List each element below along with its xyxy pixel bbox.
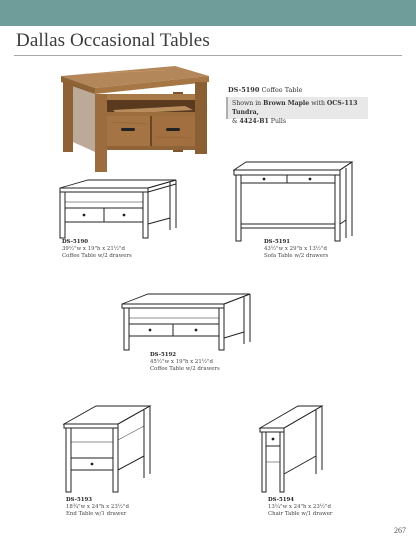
product-model: DS-5191 (264, 239, 291, 245)
page-number: 267 (394, 526, 406, 535)
ds-5192-caption (150, 352, 220, 373)
ds-5191-drawing (232, 160, 354, 244)
ds-5191-caption (264, 239, 328, 260)
product-dimensions: 43½"w x 29"h x 13½"d (264, 246, 327, 252)
and-prefix: & (232, 118, 238, 125)
product-dimensions: 39½"w x 19"h x 21½"d (62, 246, 125, 252)
shown-prefix: Shown in (232, 100, 262, 107)
product-description: Sofa Table w/2 drawers (264, 253, 329, 259)
ds-5194-caption (268, 497, 333, 518)
featured-name: Coffee Table (261, 86, 303, 94)
product-dimensions: 45½"w x 19"h x 21½"d (150, 359, 213, 365)
product-description: End Table w/1 drawer (66, 511, 127, 517)
top-color-band (0, 0, 416, 26)
ds-5194-drawing (258, 404, 324, 496)
product-model: DS-5193 (66, 497, 93, 503)
coffee-table-photo (55, 62, 215, 174)
stain-name: OCS-113 Tundra, (232, 100, 358, 116)
pulls-code: 4424-B1 (239, 118, 269, 125)
product-description: Chair Table w/1 drawer (268, 511, 333, 517)
with-word: with (311, 100, 325, 107)
page-title: Dallas Occasional Tables (16, 30, 210, 51)
featured-caption (228, 86, 303, 94)
wood-species: Brown Maple (263, 100, 310, 107)
ds-5193-caption (66, 497, 129, 518)
product-description: Coffee Table w/2 drawers (150, 366, 220, 372)
ds-5193-drawing (62, 404, 152, 496)
title-rule (14, 55, 402, 56)
featured-model: DS-5190 (228, 86, 260, 94)
product-dimensions: 13¼"w x 24"h x 23½"d (268, 504, 331, 510)
pulls-suffix: Pulls (270, 118, 287, 125)
ds-5190-caption (62, 239, 132, 260)
ds-5192-drawing (120, 292, 252, 354)
ds-5190-drawing (58, 178, 178, 240)
product-model: DS-5192 (150, 352, 177, 358)
product-dimensions: 18¾"w x 24"h x 23½"d (66, 504, 129, 510)
product-model: DS-5194 (268, 497, 295, 503)
product-description: Coffee Table w/2 drawers (62, 253, 132, 259)
finish-info-box (226, 97, 368, 125)
product-model: DS-5190 (62, 239, 89, 245)
